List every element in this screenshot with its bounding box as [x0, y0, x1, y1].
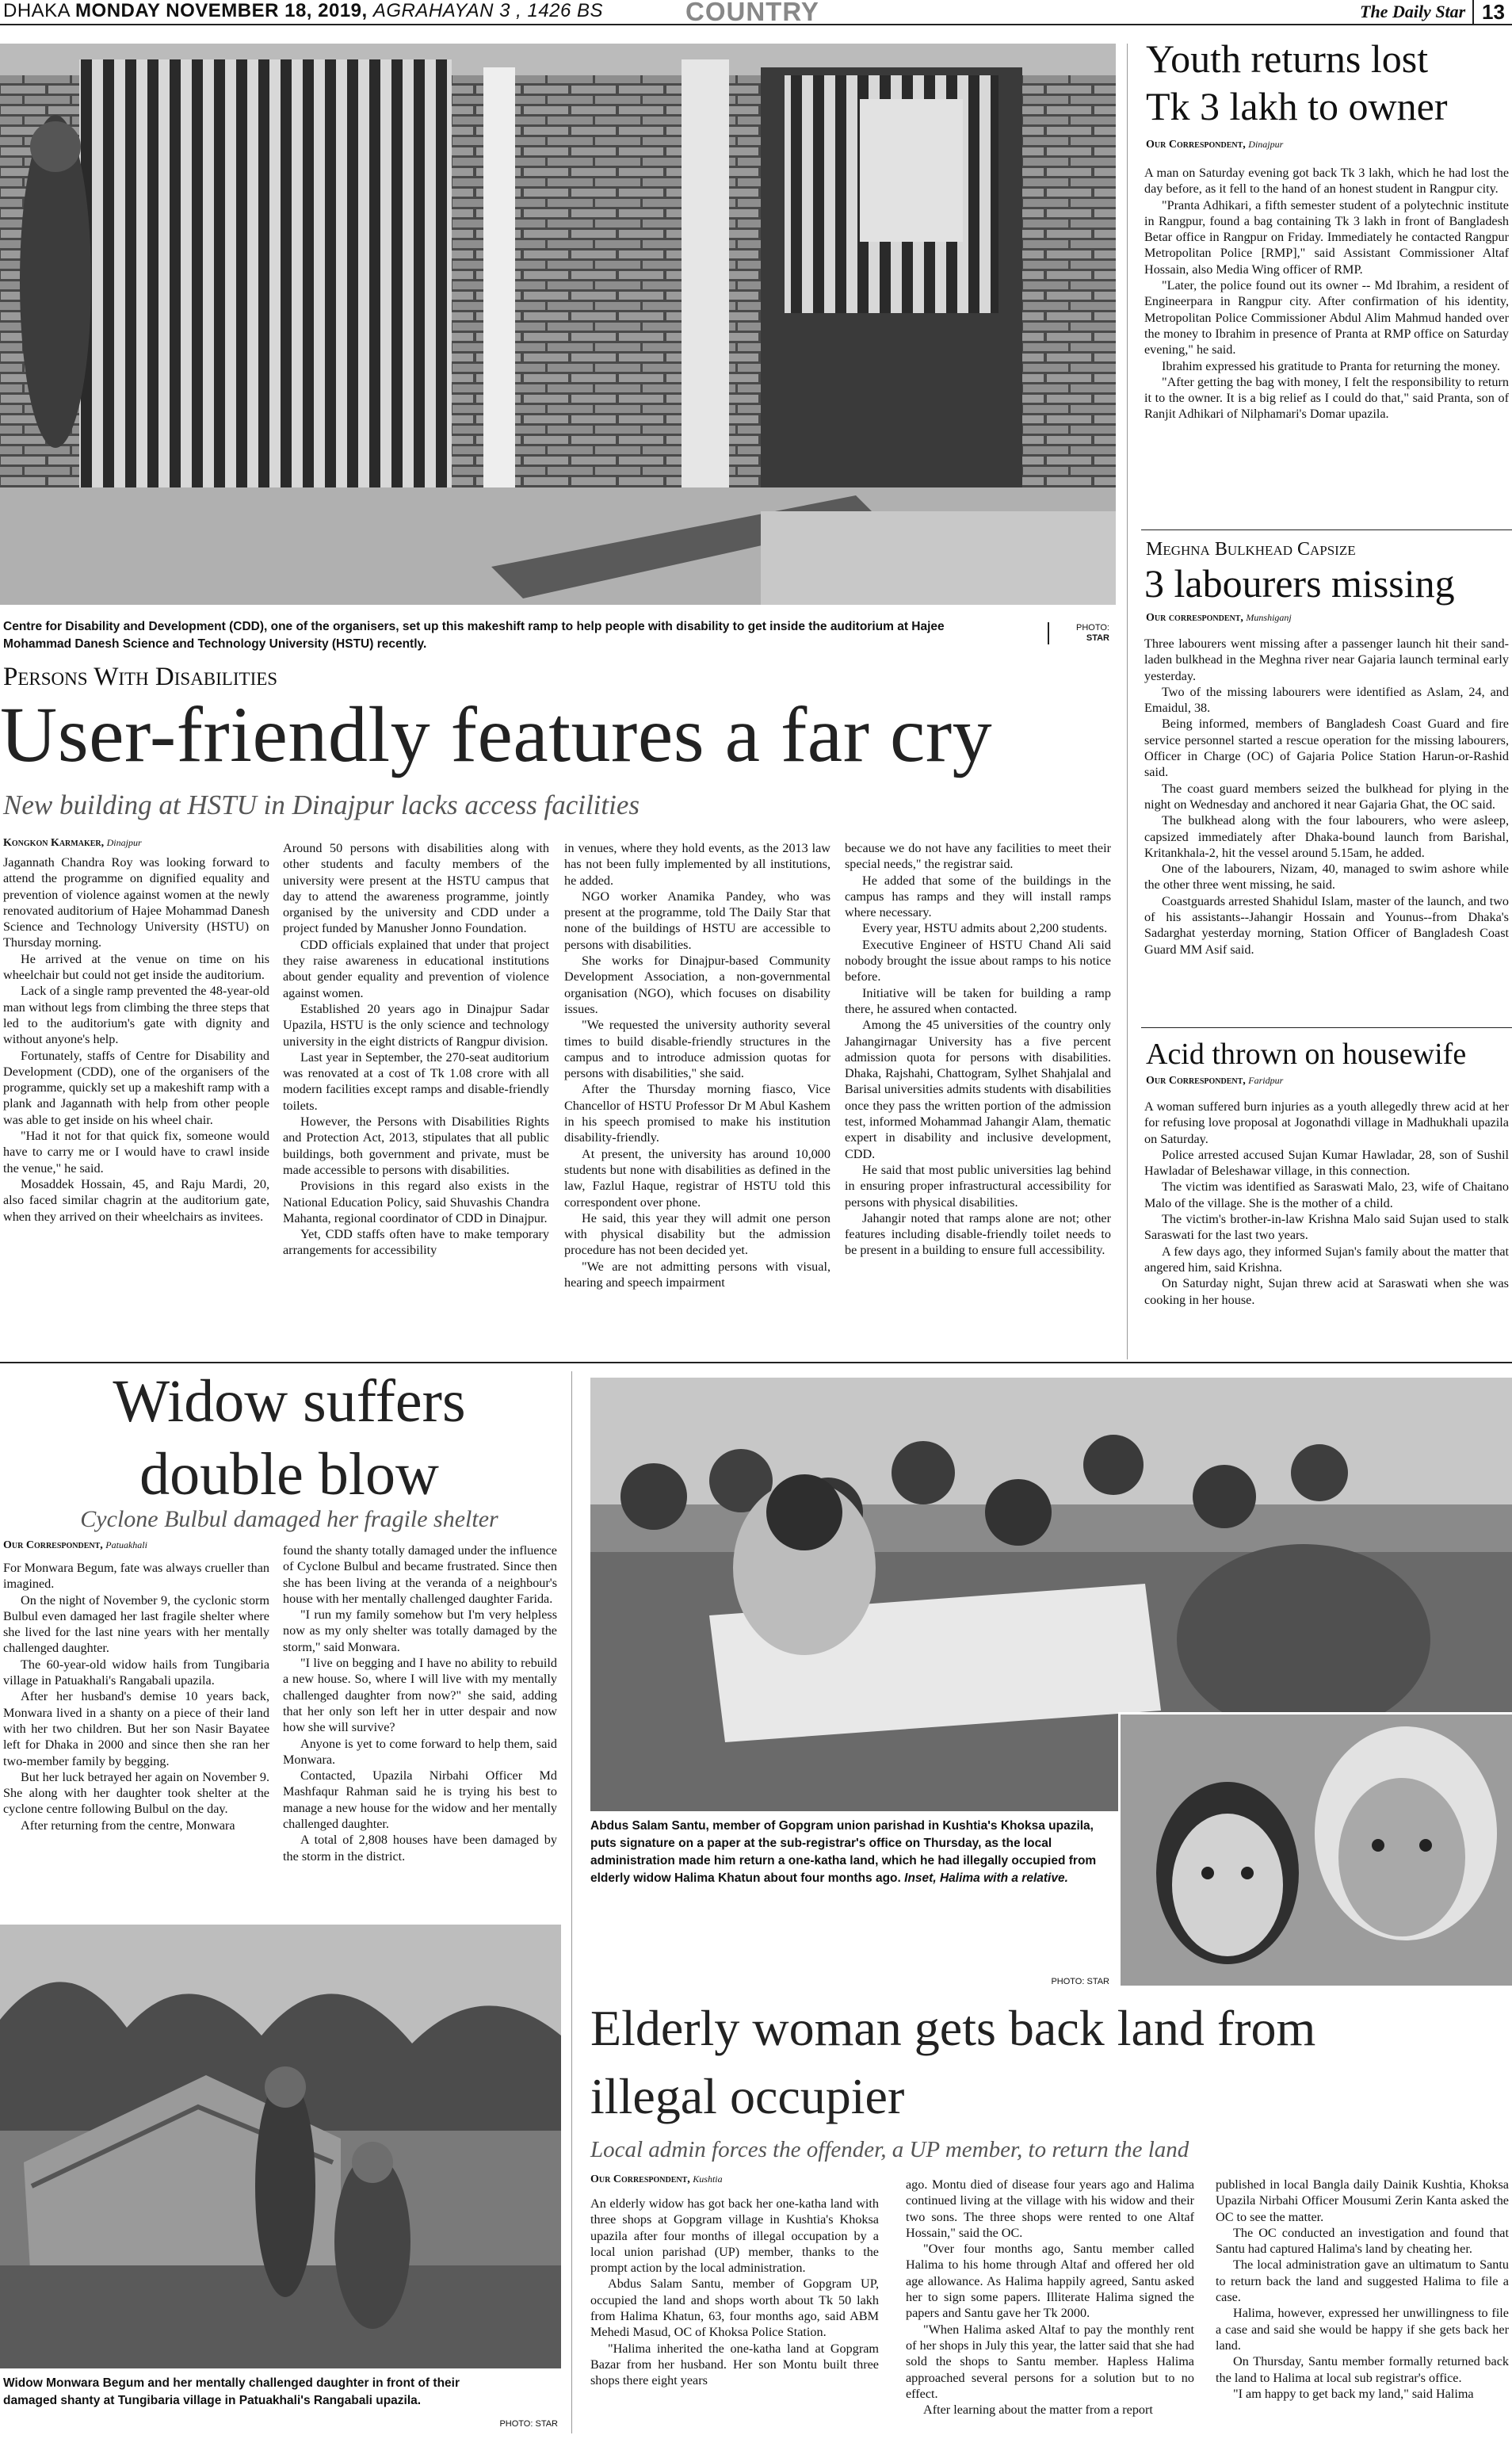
- elderly-column-3: [1216, 2177, 1509, 2437]
- paragraph: Lack of a single ramp prevented the 48-year-old man without legs from climbing the three steps that led to the auditorium's gate with dignity and without anyone's help.: [3, 984, 269, 1047]
- youth-byline-place: Dinajpur: [1248, 139, 1284, 150]
- paragraph: After returning from the centre, Monwara: [21, 1818, 235, 1833]
- paragraph: Police arrested accused Sujan Kumar Hawladar, 28, son of Sushil Hawladar of Beleshawar village, in this connection.: [1144, 1147, 1509, 1179]
- paragraph: For Monwara Begum, fate was always crueller than imagined.: [3, 1561, 269, 1592]
- paragraph: He added that some of the buildings in the campus has ramps and they will install ramps where necessary.: [845, 873, 1111, 920]
- hstu-ramp-photo-drawing: [0, 44, 1116, 605]
- paragraph: On the night of November 9, the cyclonic storm Bulbul even damaged her last fragile shelter where she lived for the last nine years with her mentally challenged daughter.: [3, 1592, 269, 1656]
- paragraph: The OC conducted an investigation and found that Santu had captured Halima's land by cheating her.: [1216, 2225, 1509, 2257]
- elderly-headline: [590, 1994, 1512, 2131]
- youth-headline: [1146, 35, 1447, 130]
- acid-headline: Acid thrown on housewife: [1146, 1038, 1467, 1071]
- hstu-column-2: [283, 840, 549, 1354]
- paragraph: Being informed, members of Bangladesh Coast Guard and fire service personnel started a rescue operation for the missing labourers, Officer in Charge (OC) of Gajaria Police Station Harun-or-Rashid said.: [1144, 717, 1509, 780]
- paragraph: Last year in September, the 270-seat auditorium was renovated at a cost of Tk 1.08 crore with all modern facilities except ramps and disable-friendly toilets.: [283, 1049, 549, 1113]
- header-bangla-date: AGRAHAYAN 3 , 1426 BS: [372, 0, 604, 21]
- elderly-column-2: [906, 2177, 1194, 2437]
- paragraph: "After getting the bag with money, I felt the responsibility to return it to the owner. It is a big relief as I could do that," said Pranta, son of Ranjit Adhikari of Nilphamari's Domar upazila.: [1144, 374, 1509, 422]
- hstu-byline: [3, 837, 142, 850]
- paragraph: Around 50 persons with disabilities along with other students and faculty members of the university were present at the HSTU campus that day to attend the awareness programme, jointly organised by the university and CDD under a project funded by Manusher Jonno Foundation.: [283, 841, 549, 936]
- paragraph: Jahangir noted that ramps alone are not; other features including disable-friendly toilet needs to be present in a building to ensure full accessibility.: [845, 1210, 1111, 1258]
- hstu-byline-place: Dinajpur: [106, 837, 142, 848]
- paragraph: He said that most public universities lag behind in ensuring proper infrastructural accessibility for persons with physical disabilities.: [845, 1162, 1111, 1210]
- paragraph: "Pranta Adhikari, a fifth semester student of a polytechnic institute in Rangpur, found a bag containing Tk 3 lakh in front of Bangladesh Betar office in Rangpur on Friday. Immediately he contacted Rangpur Metropolitan Police [RMP]," said Assistant Commissioner Altaf Hossain, also Media Wing officer of RMP.: [1144, 197, 1509, 277]
- halima-inset-photo: [1118, 1712, 1512, 1986]
- paragraph: However, the Persons with Disabilities Rights and Protection Act, 2013, stipulates that all public buildings, both government and private, must be made accessible to persons with disabilities.: [283, 1114, 549, 1177]
- widow-shanty-photo: [0, 1925, 561, 2368]
- paragraph: Fortunately, staffs of Centre for Disability and Development (CDD), one of the organisers of the programme, quickly set up a makeshift ramp with a plank and Jagannath with help from other people was able to get inside on his wheel chair.: [3, 1048, 269, 1127]
- elderly-subhead: Local admin forces the offender, a UP member, to return the land: [590, 2137, 1189, 2162]
- meghna-kicker: Meghna Bulkhead Capsize: [1146, 539, 1356, 560]
- paragraph: Executive Engineer of HSTU Chand Ali said nobody brought the issue about ramps to his notice before.: [845, 937, 1111, 984]
- widow-byline: [3, 1539, 147, 1552]
- hstu-column-1: [3, 854, 269, 1354]
- paragraph: "I live on begging and I have no ability to rebuild a new house. So, where I will live with my mentally challenged daughter from now?" she said, adding that her only son left her in utter despair and now how she will survive?: [283, 1656, 557, 1735]
- paragraph: Every year, HSTU admits about 2,200 students.: [862, 921, 1108, 936]
- paragraph: Established 20 years ago in Dinajpur Sadar Upazila, HSTU is the only science and technology university in the eight districts of Rangpur division.: [283, 1001, 549, 1049]
- paragraph: Coastguards arrested Shahidul Islam, master of the launch, and two of his assistants--Jahangir Hossain and Younus--from Dhaka's Sadarghat yesterday morning, Station Officer of Bangladesh Coast Guard MM Asif said.: [1144, 893, 1509, 957]
- widow-shanty-photo-drawing: [0, 1925, 561, 2368]
- widow-subhead: Cyclone Bulbul damaged her fragile shelter: [80, 1506, 498, 1532]
- widow-byline-name: Our Correspondent,: [3, 1539, 103, 1551]
- meghna-top-rule: [1141, 529, 1512, 530]
- header-dateline: [3, 0, 603, 22]
- youth-byline-name: Our Correspondent,: [1146, 139, 1246, 151]
- hstu-credit-source: STAR: [1086, 633, 1109, 643]
- elderly-headline-line-1: Elderly woman gets back land from: [590, 2000, 1316, 2056]
- widow-byline-place: Patuakhali: [105, 1539, 147, 1550]
- paragraph: An elderly widow has got back her one-katha land with three shops at Gopgram village in Kushtia's Khoksa upazila after four months of illegal occupation by a local union parishad (UP) member, thanks to the prompt action by the local administration.: [590, 2196, 879, 2276]
- paragraph: A few days ago, they informed Sujan's family about the matter that angered him, said Krishna.: [1144, 1244, 1509, 1275]
- paragraph: Initiative will be taken for building a ramp there, he assured when contacted.: [845, 985, 1111, 1016]
- acid-byline-place: Faridpur: [1248, 1075, 1284, 1086]
- widow-headline: [0, 1365, 578, 1511]
- paragraph: "Later, the police found out its owner -- Md Ibrahim, a resident of Engineerpara in Rangpur city. After confirmation of his identity, Metropolitan Police Commissioner Abdul Alim Mahmud handed over the money to Ibrahim in presence of Pranta at RMP office on Saturday evening," he said.: [1144, 278, 1509, 357]
- land-return-caption-main: Abdus Salam Santu, member of Gopgram union parishad in Kushtia's Khoksa upazila, puts signature on a paper at the sub-registrar's office on Thursday, as the local administration made him return a one-katha land, which he had illegally occupied from elderly widow Halima Khatun about four months ago.: [590, 1819, 1097, 1885]
- paragraph: "I am happy to get back my land," said Halima: [1233, 2386, 1474, 2401]
- paragraph: He said, this year they will admit one person with physical disability but the admission procedure has not been decided yet.: [564, 1210, 830, 1258]
- hstu-byline-name: Kongkon Karmaker,: [3, 837, 105, 849]
- paragraph: "Halima inherited the one-katha land at Gopgram Bazar from her husband. Her son Montu built three shops there eight years: [590, 2341, 879, 2388]
- paragraph: At present, the university has around 10,000 students but none with disabilities as defined in the law, Fazlul Haque, registrar of HSTU told this correspondent over phone.: [564, 1146, 830, 1210]
- paragraph: Among the 45 universities of the country only Jahangirnagar University has a five percent admission quota for persons with disabilities. Dhaka, Rajshahi, Chattogram, Sylhet Shahjalal and Barisal universities admits students with disabilities once they pass the written portion of the admission test, informed Mohammad Jahangir Alam, thematic expert in disability and inclusive development, CDD.: [845, 1018, 1111, 1161]
- acid-body: [1144, 1099, 1509, 1355]
- paragraph: A total of 2,808 houses have been damaged by the storm in the district.: [283, 1833, 557, 1864]
- hstu-credit-divider: [1048, 622, 1049, 644]
- paragraph: Provisions in this regard also exists in the National Education Policy, said Shuvashis Chandra Mahanta, regional coordinator of CDD in Dinajpur.: [283, 1179, 549, 1225]
- youth-byline: [1146, 139, 1283, 151]
- elderly-byline-place: Kushtia: [693, 2173, 723, 2185]
- widow-photo-caption: Widow Monwara Begum and her mentally challenged daughter in front of their damaged shanty at Tungibaria village in Patuakhali's Rangabali upazila.: [3, 2376, 460, 2407]
- paragraph: "We are not admitting persons with visual, hearing and speech impairment: [564, 1259, 830, 1290]
- paragraph: Two of the missing labourers were identified as Aslam, 24, and Emaidul, 38.: [1144, 684, 1509, 716]
- paragraph: Contacted, Upazila Nirbahi Officer Md Mashfaqur Rahman said he is trying his best to manage a new house for the widow and her mentally challenged daughter.: [283, 1768, 557, 1832]
- header-city: DHAKA: [3, 0, 70, 21]
- paragraph: NGO worker Anamika Pandey, who was present at the programme, told The Daily Star that none of the buildings of HSTU are accessible to persons with disabilities.: [564, 889, 830, 952]
- paragraph: Yet, CDD staffs often have to make temporary arrangements for accessibility: [283, 1227, 549, 1258]
- widow-photo-credit: PHOTO: STAR: [499, 2419, 558, 2429]
- elderly-byline: [590, 2173, 723, 2186]
- header-date: MONDAY NOVEMBER 18, 2019,: [75, 0, 368, 21]
- hstu-subhead: New building at HSTU in Dinajpur lacks access facilities: [3, 789, 640, 820]
- paragraph: "When Halima asked Altaf to pay the monthly rent of her shops in July this year, the latter said that she had sold the shops to Santu member. Hapless Halima approached several persons for a solution but to no effect.: [906, 2322, 1194, 2401]
- paragraph: "Had it not for that quick fix, someone would have to carry me or I would have to crawl inside the venue," he said.: [3, 1129, 269, 1176]
- paragraph: The victim was identified as Saraswati Malo, 23, wife of Chaitano Malo of the village. She is the mother of a child.: [1144, 1179, 1509, 1210]
- youth-headline-line-2: Tk 3 lakh to owner: [1146, 84, 1448, 128]
- paragraph: A woman suffered burn injuries as a youth allegedly threw acid at her for refusing love proposal at Jogonathdi village in Madhukhali upazila on Saturday.: [1144, 1099, 1509, 1146]
- paragraph: After the Thursday morning fiasco, Vice Chancellor of HSTU Professor Dr M Abul Kashem in his speech promised to make his institution disability-friendly.: [564, 1082, 830, 1145]
- paragraph: The 60-year-old widow hails from Tungibaria village in Patuakhali's Rangabali upazila.: [3, 1657, 269, 1688]
- widow-column-1: [3, 1560, 269, 1917]
- land-return-credit: PHOTO: STAR: [1051, 1977, 1109, 1986]
- hstu-column-4: [845, 840, 1111, 1354]
- sidebar-divider: [1127, 44, 1128, 1359]
- hstu-ramp-photo: [0, 44, 1116, 605]
- halima-inset-photo-drawing: [1121, 1715, 1512, 1986]
- youth-body: [1144, 165, 1509, 522]
- hstu-photo-caption: Centre for Disability and Development (CDD), one of the organisers, set up this makeshift ramp to help people with disability to get inside the auditorium at Hajee Mohammad Danesh Science and Technology University (HSTU) recently.: [3, 620, 945, 651]
- paragraph: But her luck betrayed her again on November 9. She along with her daughter took shelter at the cyclone centre following Bulbul on the day.: [3, 1769, 269, 1817]
- paragraph: published in local Bangla daily Dainik Kushtia, Khoksa Upazila Nirbahi Officer Mousumi Zerin Kanta asked the OC to see the matter.: [1216, 2177, 1509, 2224]
- paragraph: Jagannath Chandra Roy was looking forward to attend the programme on dignified equality and prevention of violence against women at the newly renovated auditorium of Hajee Mohammad Danesh Science and Technology University (HSTU) on Thursday morning.: [3, 855, 269, 950]
- paragraph: Anyone is yet to come forward to help them, said Monwara.: [283, 1736, 557, 1767]
- paragraph: Ibrahim expressed his gratitude to Pranta for returning the money.: [1162, 358, 1500, 373]
- paragraph: "We requested the university authority several times to build disable-friendly structures in the campus and to introduce admission quotas for persons with disabilities," she said.: [564, 1018, 830, 1081]
- paragraph: found the shanty totally damaged under the influence of Cyclone Bulbul and became frustrated. Since then she has been living at the veranda of a neighbour's house with her mentally challenged daughter Farida.: [283, 1543, 557, 1606]
- meghna-byline-place: Munshiganj: [1246, 612, 1292, 623]
- paragraph: in venues, where they hold events, as the 2013 law has not been fully implemented by all institutions, he added.: [564, 841, 830, 888]
- widow-column-2: [283, 1543, 557, 1917]
- land-return-caption: [590, 1818, 1098, 1887]
- header-paper-logo: The Daily Star: [1360, 2, 1466, 21]
- fold-rule: [0, 1362, 1512, 1363]
- header-section: COUNTRY: [685, 0, 819, 26]
- paragraph: On Saturday night, Sujan threw acid at Saraswati when she was cooking in her house.: [1144, 1276, 1509, 1307]
- youth-headline-line-1: Youth returns lost: [1146, 36, 1429, 81]
- paragraph: The local administration gave an ultimatum to Santu to return back the land and suggested Halima to file a case.: [1216, 2257, 1509, 2305]
- widow-headline-line-2: double blow: [139, 1441, 439, 1508]
- paragraph: After her husband's demise 10 years back, Monwara lived in a shanty on a piece of their land with her two children. But her son Nasir Bayatee left for Dhaka in 2000 and since then she ran her two-member family by begging.: [3, 1689, 269, 1768]
- paragraph: On Thursday, Santu member formally returned back the land to Halima at local sub registrar's office.: [1216, 2354, 1509, 2385]
- paragraph: Mosaddek Hossain, 45, and Raju Mardi, 20, also faced similar chagrin at the auditorium gate, when they arrived on their wheelchairs as invitees.: [3, 1176, 269, 1224]
- meghna-headline: 3 labourers missing: [1144, 561, 1455, 606]
- paragraph: After learning about the matter from a report: [923, 2403, 1153, 2418]
- paragraph: Three labourers went missing after a passenger launch hit their sand-laden bulkhead in the Meghna river near Gajaria launch terminal early yesterday.: [1144, 637, 1509, 683]
- hstu-credit-label: PHOTO:: [1076, 623, 1109, 633]
- meghna-byline-name: Our correspondent,: [1146, 612, 1243, 624]
- acid-byline: [1146, 1075, 1283, 1088]
- paragraph: "Over four months ago, Santu member called Halima to his home through Altaf and offered her old age allowance. As Halima happily agreed, Santu asked her to sign some papers. Illiterate Halima signed the papers and Santu gave her Tk 2000.: [906, 2242, 1194, 2321]
- hstu-photo-credit: [1059, 623, 1109, 644]
- meghna-body: [1144, 636, 1509, 1019]
- hstu-column-3: [564, 840, 830, 1354]
- elderly-column-1: [590, 2196, 879, 2437]
- paragraph: He arrived at the venue on time on his wheelchair but could not get inside the auditorium.: [3, 951, 269, 983]
- paragraph: The coast guard members seized the bulkhead for plying in the night on Wednesday and anchored it near Gajaria Ghat, the OC said.: [1144, 781, 1509, 812]
- paragraph: Abdus Salam Santu, member of Gopgram UP, occupied the land and shops worth about Tk 50 lakh from Halima Khatun, 63, four months ago, said ABM Mehedi Masud, OC of Khoksa Police Station.: [590, 2277, 879, 2340]
- elderly-byline-name: Our Correspondent,: [590, 2173, 690, 2185]
- acid-byline-name: Our Correspondent,: [1146, 1075, 1246, 1087]
- header-page-number: 13: [1472, 0, 1505, 25]
- acid-top-rule: [1141, 1027, 1512, 1028]
- paragraph: She works for Dinajpur-based Community Development Association, a non-governmental organisation (NGO), which focuses on disability issues.: [564, 954, 830, 1016]
- paragraph: The victim's brother-in-law Krishna Malo said Sujan used to stalk Saraswati for the last two years.: [1144, 1212, 1509, 1243]
- meghna-byline: [1146, 612, 1292, 625]
- hstu-headline: User-friendly features a far cry: [0, 690, 993, 778]
- widow-headline-line-1: Widow suffers: [113, 1368, 466, 1435]
- land-return-caption-inset: Inset, Halima with a relative.: [904, 1871, 1068, 1885]
- paragraph: "I run my family somehow but I'm very helpless now as my only shelter was totally damaged by the storm," said Monwara.: [283, 1608, 557, 1654]
- paragraph: One of the labourers, Nizam, 40, managed to swim ashore while the other three went missing, he said.: [1144, 862, 1509, 893]
- paragraph: The bulkhead along with the four labourers, who were asleep, capsized immediately after Dhaka-bound launch from Barishal, Kritankhala-2, hit the vessel around 5.15am, he added.: [1144, 813, 1509, 860]
- paragraph: Halima, however, expressed her unwillingness to file a case and said she would be happy if she gets back her land.: [1216, 2306, 1509, 2353]
- paragraph: ago. Montu died of disease four years ago and Halima continued living at the village with his widow and their two sons. The three shops were rented to one Altaf Hossain," said the OC.: [906, 2177, 1194, 2240]
- paragraph: A man on Saturday evening got back Tk 3 lakh, which he had lost the day before, as it fell to the hand of an honest student in Rangpur city.: [1144, 166, 1509, 197]
- paragraph: CDD officials explained that under that project they raise awareness in educational institutions about gender equality and prevention of violence against women.: [283, 937, 549, 1000]
- paragraph: because we do not have any facilities to meet their special needs," the registrar said.: [845, 841, 1111, 872]
- bottom-divider: [571, 1371, 572, 2433]
- hstu-kicker: Persons With Disabilities: [3, 663, 278, 691]
- elderly-headline-line-2: illegal occupier: [590, 2068, 905, 2124]
